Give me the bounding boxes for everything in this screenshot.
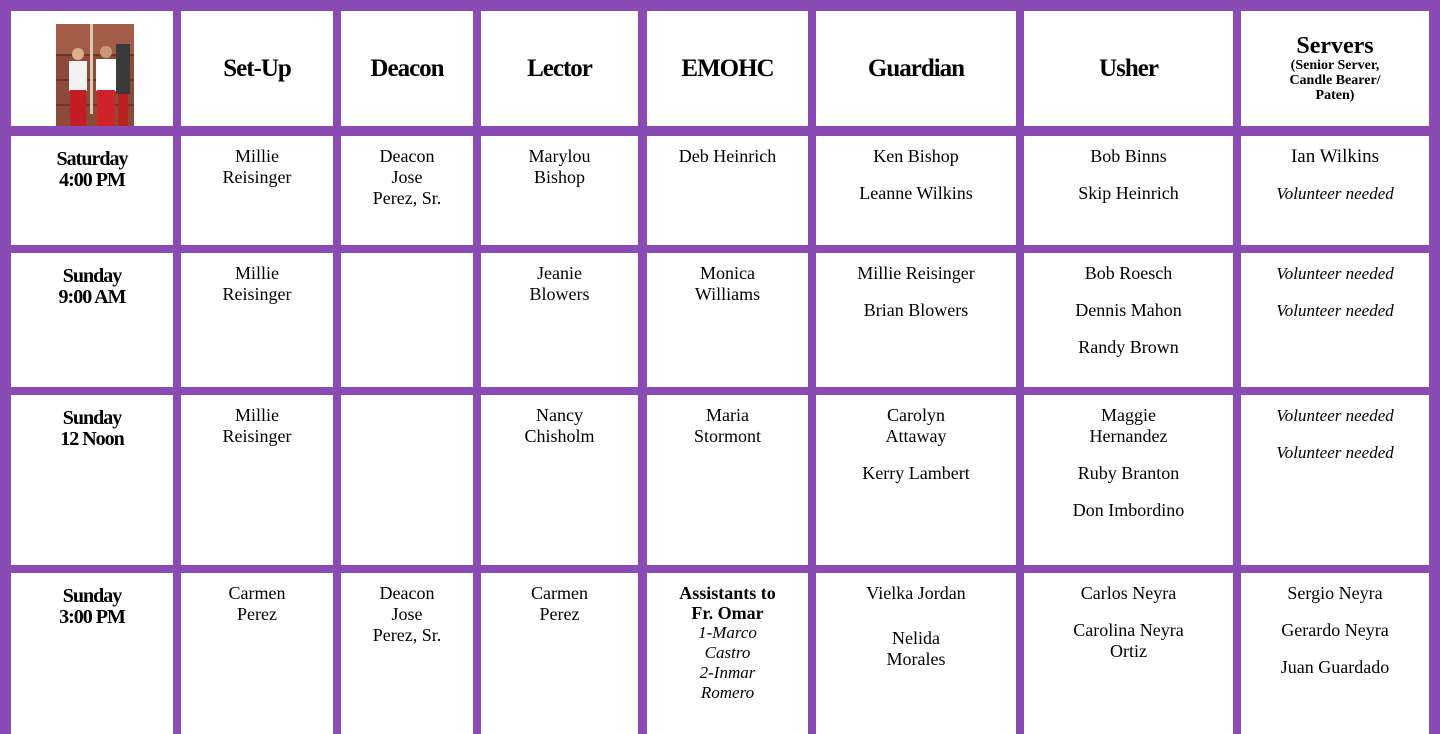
row-day: Sunday xyxy=(62,585,122,607)
col-header-deacon: Deacon xyxy=(341,11,473,126)
cell-setup: Millie Reisinger xyxy=(181,253,333,387)
cell-guardian: Ken Bishop Leanne Wilkins xyxy=(816,136,1016,245)
row-time: 3:00 PM xyxy=(59,606,125,628)
cell-usher: Bob Binns Skip Heinrich xyxy=(1024,136,1233,245)
cell-setup: Carmen Perez xyxy=(181,573,333,734)
cell-emohc: Deb Heinrich xyxy=(647,136,808,245)
cell-servers: Sergio Neyra Gerardo Neyra Juan Guardado xyxy=(1241,573,1429,734)
cell-deacon: Deacon Jose Perez, Sr. xyxy=(341,136,473,245)
cell-usher: Bob Roesch Dennis Mahon Randy Brown xyxy=(1024,253,1233,387)
cell-guardian: Carolyn Attaway Kerry Lambert xyxy=(816,395,1016,565)
cell-guardian: Millie Reisinger Brian Blowers xyxy=(816,253,1016,387)
col-header-setup: Set-Up xyxy=(181,11,333,126)
cell-lector: Marylou Bishop xyxy=(481,136,638,245)
row-label-sunday-3pm xyxy=(11,573,173,734)
col-header-usher: Usher xyxy=(1024,11,1233,126)
row-day: Sunday xyxy=(62,407,122,429)
cell-emohc: Monica Williams xyxy=(647,253,808,387)
cell-deacon xyxy=(341,395,473,565)
row-time: 4:00 PM xyxy=(59,169,125,191)
row-label-sunday-9am xyxy=(11,253,173,387)
servers-subtitle-3: Paten) xyxy=(1315,88,1355,103)
cell-setup: Millie Reisinger xyxy=(181,136,333,245)
row-time: 12 Noon xyxy=(60,428,124,450)
row-time: 9:00 AM xyxy=(58,286,126,308)
row-day: Saturday xyxy=(56,148,128,170)
col-header-servers xyxy=(1241,11,1429,126)
cell-servers: Volunteer needed Volunteer needed xyxy=(1241,253,1429,387)
cell-servers: Ian Wilkins Volunteer needed xyxy=(1241,136,1429,245)
row-day: Sunday xyxy=(62,265,122,287)
cell-setup: Millie Reisinger xyxy=(181,395,333,565)
cell-emohc: Maria Stormont xyxy=(647,395,808,565)
cell-lector: Nancy Chisholm xyxy=(481,395,638,565)
cell-servers: Volunteer needed Volunteer needed xyxy=(1241,395,1429,565)
cell-usher: Carlos Neyra Carolina Neyra Ortiz xyxy=(1024,573,1233,734)
cell-usher: Maggie Hernandez Ruby Branton Don Imbordino xyxy=(1024,395,1233,565)
header-photo-cell xyxy=(11,11,173,126)
cell-lector: Jeanie Blowers xyxy=(481,253,638,387)
servers-title: Servers xyxy=(1296,33,1374,59)
cell-emohc: Assistants to Fr. Omar 1-Marco Castro 2-Inmar Romero xyxy=(647,573,808,734)
servers-subtitle-1: (Senior Server, xyxy=(1290,58,1380,73)
row-label-saturday-4pm xyxy=(11,136,173,245)
col-header-guardian: Guardian xyxy=(816,11,1016,126)
cell-guardian: Vielka Jordan Nelida Morales xyxy=(816,573,1016,734)
procession-photo xyxy=(56,24,134,126)
col-header-lector: Lector xyxy=(481,11,638,126)
cell-lector: Carmen Perez xyxy=(481,573,638,734)
cell-deacon xyxy=(341,253,473,387)
col-header-emohc: EMOHC xyxy=(647,11,808,126)
row-label-sunday-noon xyxy=(11,395,173,565)
cell-deacon: Deacon Jose Perez, Sr. xyxy=(341,573,473,734)
servers-subtitle-2: Candle Bearer/ xyxy=(1289,73,1381,88)
